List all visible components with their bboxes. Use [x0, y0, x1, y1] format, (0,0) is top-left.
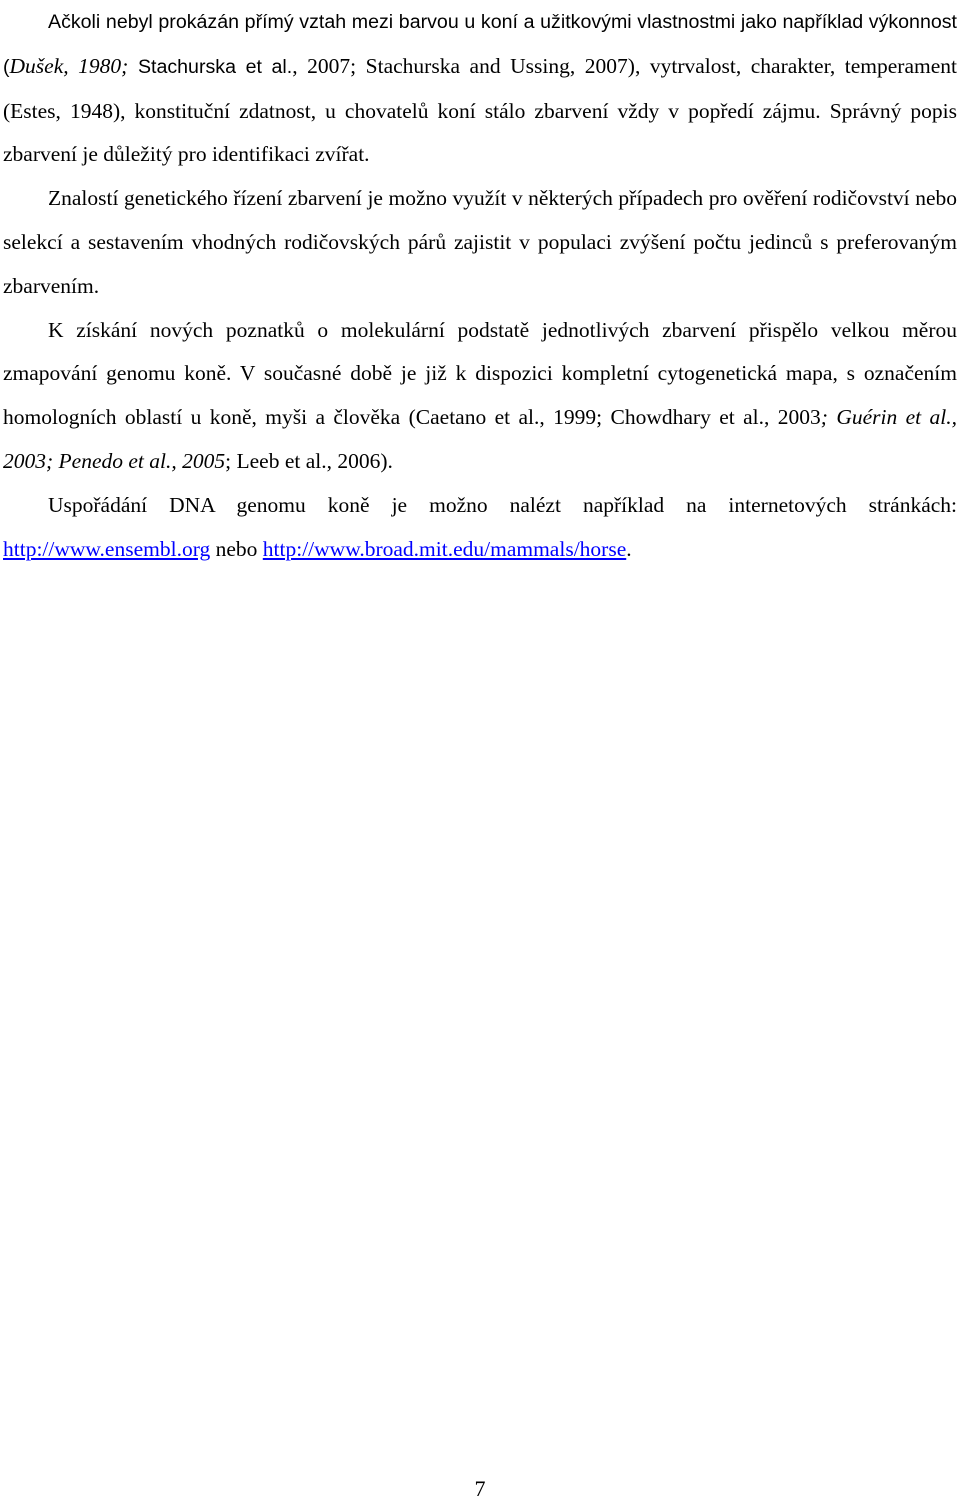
text-segment: Stachurska et al. — [128, 55, 293, 78]
citation-italic: ; Guérin et al., 2003; Penedo et al., 2005 — [3, 405, 957, 473]
paragraph-genome-mapping — [3, 309, 957, 484]
broad-horse-link[interactable]: http://www.broad.mit.edu/mammals/horse — [262, 536, 627, 561]
text-segment: . — [626, 536, 632, 561]
text-segment: K získání nových poznatků o molekulární podstatě jednotlivých zbarvení přispělo velkou měrou zmapování genomu koně. V současné době je již k dispozici kompletní cytogenetická mapa, s označením homologních oblastí u koně, myši a člověka (Caetano et al., 1999; Chowdhary et al., 2003 — [3, 317, 957, 430]
text-segment: ; Leeb et al., 2006). — [225, 448, 393, 473]
text-segment: , 2007; Stachurska and Ussing, 2007), vytrvalost, charakter, temperament (Estes, 1948), konstituční zdatnost, u chovatelů koní stálo zbarvení vždy v popředí zájmu. Správný popis zbarvení je důležitý pro identifikaci zvířat. — [3, 53, 958, 167]
paragraph-genetic-control — [3, 177, 957, 308]
ensembl-link[interactable]: http://www.ensembl.org — [3, 536, 211, 561]
document-body — [3, 0, 957, 571]
citation-italic: Dušek, 1980; — [9, 53, 129, 78]
text-segment: Uspořádání DNA genomu koně je možno nalézt například na internetových stránkách: — [48, 492, 957, 517]
text-segment: Znalostí genetického řízení zbarvení je možno využít v některých případech pro ověření rodičovství nebo selekcí a sestavením vhodných rodičovských párů zajistit v populaci zvýšení počtu jedinců s preferovaným zbarvením. — [3, 186, 957, 298]
text-segment: nebo — [210, 536, 263, 561]
paragraph-color-utility — [3, 0, 957, 177]
text-segment: Ačkoli nebyl prokázán přímý vztah mezi barvou u koní a užitkovými vlastnostmi jako například výkonnost ( — [3, 11, 957, 78]
paragraph-dna-websites — [3, 484, 957, 572]
page-number: 7 — [474, 1476, 486, 1501]
